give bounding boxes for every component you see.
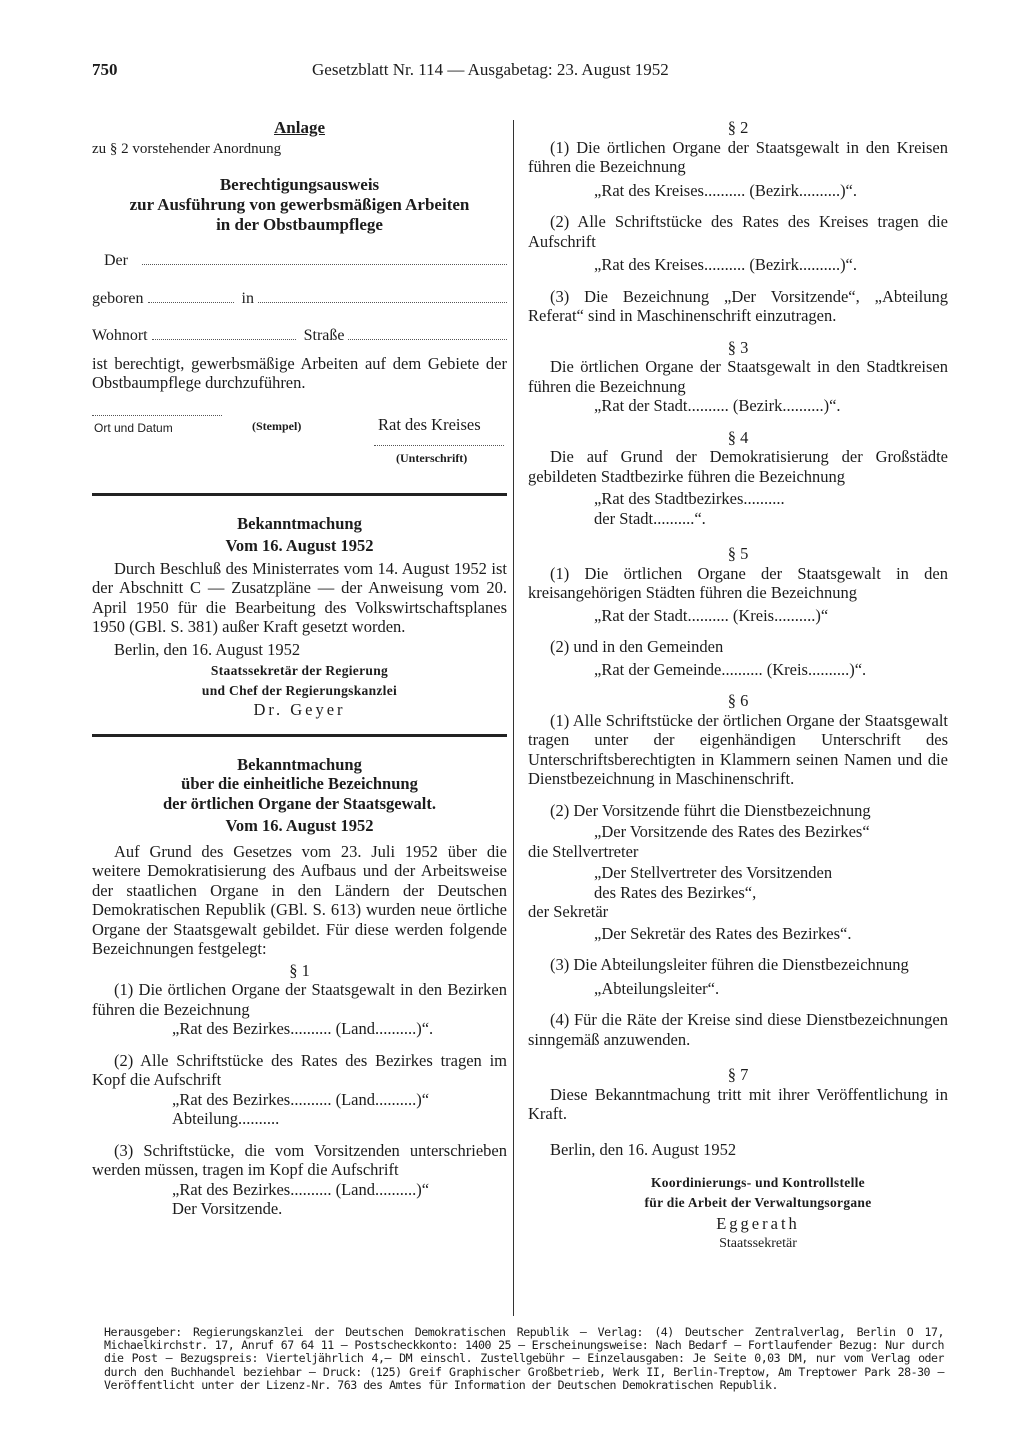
blank-line-der (142, 252, 507, 265)
anlage-title: Anlage (274, 118, 325, 137)
label-wohnort: Wohnort (92, 327, 148, 344)
s4-paragraph: Die auf Grund der Demokratisierung der Großstädte gebildeten Stadtbezirke führen die Bezeichnung (528, 447, 948, 486)
s6-stellvertreter: die Stellvertreter (528, 841, 639, 861)
s1-quote-2b: Abteilung.......... (172, 1109, 280, 1128)
s6-quote-5: „Abteilungsleiter“. (594, 978, 720, 998)
stempel-label: (Stempel) (252, 418, 302, 433)
right-column (528, 118, 948, 1253)
bek2-subtitle-line1: über die einheitliche Bezeichnung (181, 774, 418, 793)
bek1-date: Vom 16. August 1952 (225, 536, 374, 555)
s2-quote-1: „Rat des Kreises.......... (Bezirk..........)“. (594, 180, 858, 200)
bek2-title: Bekanntmachung (237, 754, 362, 774)
s5-paragraph-2: (2) und in den Gemeinden (550, 637, 724, 656)
bek2-date: Vom 16. August 1952 (225, 816, 374, 835)
s7-paragraph: Diese Bekanntmachung tritt mit ihrer Veröffentlichung in Kraft. (528, 1084, 948, 1123)
s6-quote-4: „Der Sekretär des Rates des Bezirkes“. (594, 923, 852, 943)
right-signatory-name: Eggerath (716, 1214, 800, 1233)
s1-quote-1: „Rat des Bezirkes.......... (Land..........)“. (172, 1019, 434, 1038)
bek1-title: Bekanntmachung (237, 513, 362, 533)
bek1-signatory-name: Dr. Geyer (253, 700, 346, 719)
anlage-body: ist berechtigt, gewerbsmäßige Arbeiten auf dem Gebiete der Obstbaumpflege durchzuführen. (92, 353, 507, 392)
bek2-intro: Auf Grund des Gesetzes vom 23. Juli 1952 über die weitere Demokratisierung des Aufbaus und der Arbeitsweise der staatlichen Organe in den Ländern der Deutschen Demokratischen Republik (GBl. S. 613) wurden neue örtliche Organe der Staatsgewalt gebildet. Für diese werden folgende Bezeichnungen festgelegt: (92, 841, 507, 958)
blank-line-strasse (348, 327, 507, 340)
section-heading-4: § 4 (727, 427, 749, 447)
s5-quote-1: „Rat der Stadt.......... (Kreis..........)“ (594, 605, 829, 625)
right-place-date: Berlin, den 16. August 1952 (550, 1139, 737, 1159)
s6-paragraph-2: (2) Der Vorsitzende führt die Dienstbezeichnung (550, 800, 871, 820)
section-rule (92, 734, 507, 737)
s6-quote-2: „Der Vorsitzende des Rates des Bezirkes“ (594, 822, 870, 841)
bek1-body: Durch Beschluß des Ministerrates vom 14. August 1952 ist der Abschnitt C — Zusatzpläne — der Anweisung vom 20. April 1950 für die Bearbeitung des Volkswirtschaftsplanes 1950 (GBl. S. 381) außer Kraft gesetzt worden. (92, 558, 507, 636)
blank-line-wohnort (152, 327, 296, 340)
section-heading-7: § 7 (727, 1065, 749, 1084)
section-heading-1: § 1 (289, 960, 310, 980)
anlage-heading-line: Berechtigungsausweis (219, 175, 380, 194)
section-rule (92, 493, 507, 496)
bek1-signatory-line1: Staatssekretär der Regierung (210, 663, 389, 678)
s4-quote-a: „Rat des Stadtbezirkes.......... (594, 489, 785, 508)
anlage-heading-line: in der Obstbaumpflege (216, 215, 383, 234)
bek2-subtitle-line2: der örtlichen Organe der Staatsgewalt. (163, 793, 436, 813)
s6-sekretaer: der Sekretär (528, 902, 609, 921)
form-row-geboren (92, 289, 507, 309)
unterschrift-line (374, 445, 504, 446)
ort-datum-line (92, 415, 222, 416)
s6-paragraph-3: (3) Die Abteilungsleiter führen die Dienstbezeichnung (550, 955, 909, 974)
ort-datum-label: Ort und Datum (94, 420, 173, 435)
page-number: 750 (92, 60, 118, 79)
s2-paragraph-3: (3) Die Bezeichnung „Der Vorsitzende“, „Abteilung Referat“ sind in Maschinenschrift einzutragen. (528, 286, 948, 325)
unterschrift-label: (Unterschrift) (396, 450, 468, 465)
rat-des-kreises: Rat des Kreises (378, 414, 481, 434)
anlage-heading-line: zur Ausführung von gewerbsmäßigen Arbeiten (129, 195, 470, 214)
imprint-footer: Herausgeber: Regierungskanzlei der Deutschen Demokratischen Republik — Verlag: (4) Deutscher Zentralverlag, Berlin O 17, Michaelkirchstr. 17, Anruf 67 64 11 — Postscheckkonto: 1400 25 — Erscheinungsweise: Nach Bedarf — Fortlaufender Bezug: Nur durch die Post — Bezugspreis: Vierteljährlich 4,— DM einschl. Zustellgebühr — Einzelausgaben: Je Seite 0,03 DM, nur vom Verlag oder durch den Buchhandel beziehbar — Druck: (125) Greif Graphischer Großbetrieb, Werk II, Berlin-Treptow, Am Treptower Park 28-30 — Veröffentlicht unter der Lizenz-Nr. 763 des Amtes für Information der Deutschen Demokratischen Republik. (104, 1325, 944, 1392)
label-geboren: geboren (92, 289, 144, 307)
column-divider (513, 120, 514, 1316)
s3-paragraph: Die örtlichen Organe der Staatsgewalt in den Stadtkreisen führen die Bezeichnung (528, 357, 948, 396)
s1-quote-2a: „Rat des Bezirkes.......... (Land..........)“ (172, 1089, 430, 1109)
right-signatory-role: Staatssekretär (719, 1235, 797, 1251)
s2-paragraph-2: (2) Alle Schriftstücke des Rates des Kreises tragen die Aufschrift (528, 212, 948, 251)
blank-line-geboren (148, 290, 234, 303)
s1-quote-3b: Der Vorsitzende. (172, 1199, 283, 1218)
s6-quote-3a: „Der Stellvertreter des Vorsitzenden (594, 863, 833, 882)
anlage-subtitle: zu § 2 vorstehender Anordnung (92, 140, 282, 157)
label-strasse: Straße (303, 327, 345, 344)
right-signatory-line1: Koordinierungs- und Kontrollstelle (651, 1175, 865, 1190)
form-row-der (92, 251, 507, 271)
s1-paragraph-3: (3) Schriftstücke, die vom Vorsitzenden unterschrieben werden müssen, tragen im Kopf die Aufschrift (92, 1140, 507, 1179)
blank-line-in (258, 290, 507, 303)
s4-quote-b: der Stadt..........“. (594, 508, 706, 528)
anlage-heading (92, 175, 507, 235)
running-title: Gesetzblatt Nr. 114 — Ausgabetag: 23. August 1952 (312, 60, 669, 79)
section-heading-6: § 6 (727, 691, 749, 710)
right-signatory-line2: für die Arbeit der Verwaltungsorgane (644, 1194, 872, 1210)
bek1-signatory-line2: und Chef der Regierungskanzlei (201, 682, 398, 698)
s1-quote-3a: „Rat des Bezirkes.......... (Land..........)“ (172, 1179, 430, 1199)
section-heading-5: § 5 (727, 544, 749, 563)
s6-paragraph-1: (1) Alle Schriftstücke der örtlichen Organe der Staatsgewalt tragen unter der eigenhändigen Unterschrift des Unterschriftsberechtigten in Klammern seinen Namen und die Dienstbezeichnung in Maschinenschrift. (528, 710, 948, 788)
s2-quote-2: „Rat des Kreises.......... (Bezirk..........)“. (594, 255, 858, 274)
bek1-place-date: Berlin, den 16. August 1952 (114, 639, 301, 659)
section-heading-3: § 3 (727, 337, 749, 357)
s3-quote: „Rat der Stadt.......... (Bezirk..........)“. (594, 396, 841, 415)
s5-paragraph-1: (1) Die örtlichen Organe der Staatsgewalt in den kreisangehörigen Städten führen die Bezeichnung (528, 563, 948, 602)
form-row-wohnort (92, 326, 507, 346)
label-der: Der (104, 252, 128, 269)
s6-quote-3b: des Rates des Bezirkes“, (594, 882, 757, 902)
s2-paragraph-1: (1) Die örtlichen Organe der Staatsgewalt in den Kreisen führen die Bezeichnung (528, 137, 948, 176)
signature-block (92, 415, 507, 477)
left-column (92, 118, 507, 1219)
label-in: in (241, 289, 254, 307)
section-heading-2: § 2 (727, 118, 749, 137)
s1-paragraph-2: (2) Alle Schriftstücke des Rates des Bezirkes tragen im Kopf die Aufschrift (92, 1050, 507, 1089)
s1-paragraph-1: (1) Die örtlichen Organe der Staatsgewalt in den Bezirken führen die Bezeichnung (92, 980, 507, 1019)
s6-paragraph-4: (4) Für die Räte der Kreise sind diese Dienstbezeichnungen sinngemäß anzuwenden. (528, 1010, 948, 1049)
s5-quote-2: „Rat der Gemeinde.......... (Kreis..........)“. (594, 659, 867, 679)
